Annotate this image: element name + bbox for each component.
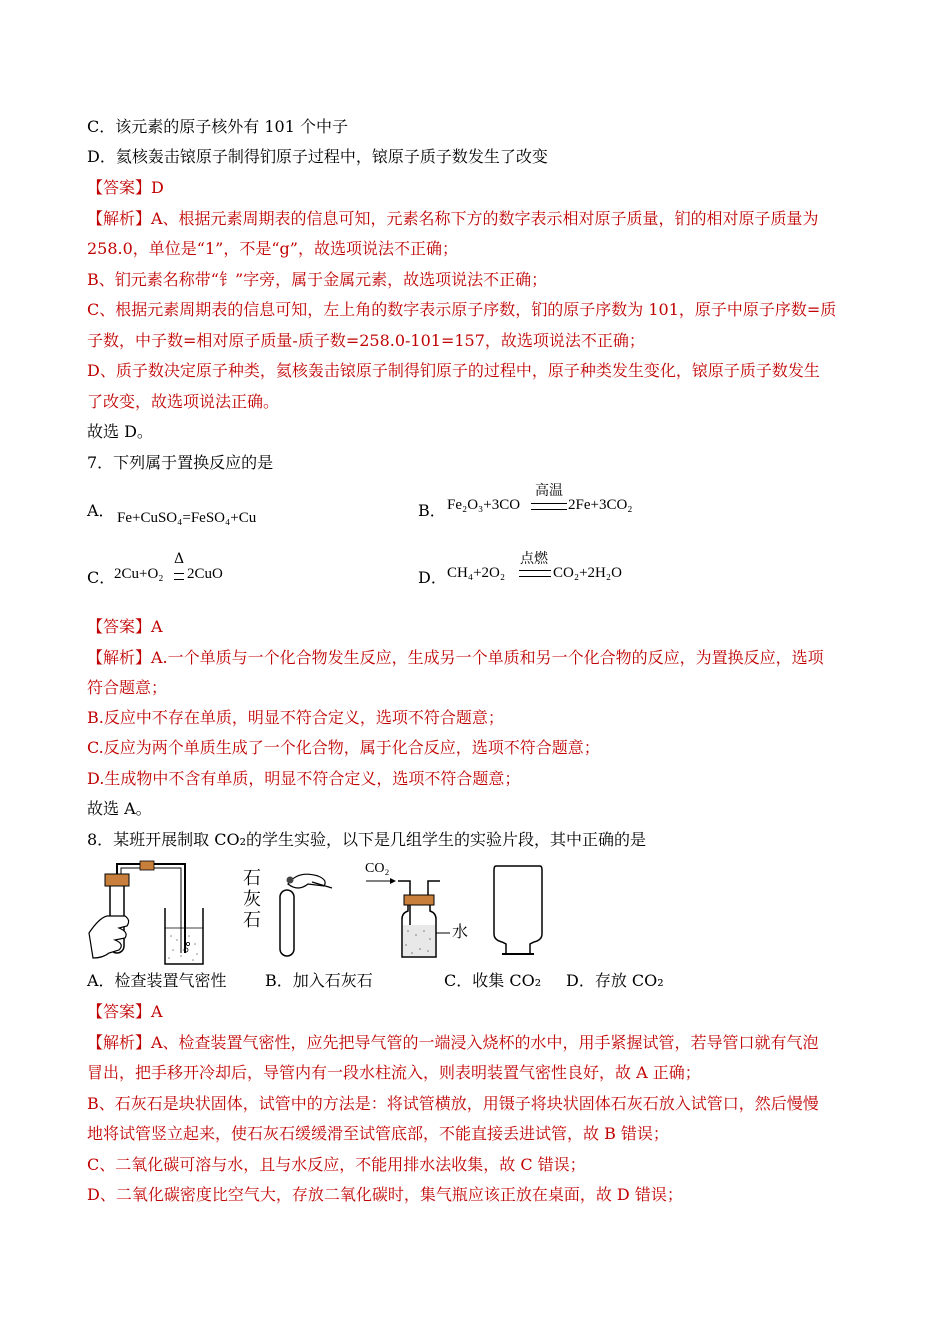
q6-answer: 【答案】D bbox=[87, 178, 164, 197]
q6-analysis-line: 了改变，故选项说法正确。 bbox=[87, 392, 280, 411]
q7-option-d-left: CH₄+2O₂ bbox=[447, 565, 506, 581]
q7-analysis-line: 符合题意； bbox=[87, 678, 168, 697]
q7-option-d-right: CO₂+2H₂O bbox=[553, 565, 622, 581]
limestone-label-1: 石 bbox=[243, 868, 261, 889]
water-label: 水 bbox=[452, 922, 469, 941]
q8-caption-d: D．存放 CO₂ bbox=[566, 971, 664, 990]
q7-analysis-line: 【解析】A.一个单质与一个化合物发生反应，生成另一个单质和另一个化合物的反应，为置换反应，选项 bbox=[87, 648, 824, 667]
q7-analysis-line: B.反应中不存在单质，明显不符合定义，选项不符合题意； bbox=[87, 708, 504, 727]
add-limestone-figure bbox=[268, 862, 338, 962]
q8-answer: 【答案】A bbox=[87, 1002, 163, 1021]
q8-analysis-line: C、二氧化碳可溶与水，且与水反应，不能用排水法收集，故 C 错误； bbox=[87, 1155, 586, 1174]
q7-option-b-condition: 高温 bbox=[535, 483, 563, 499]
q7-option-a-equation: Fe+CuSO₄=FeSO₄+Cu bbox=[117, 510, 257, 526]
q8-analysis-line: B、石灰石是块状固体，试管中的方法是：将试管横放，用镊子将块状固体石灰石放入试管口，然后慢慢 bbox=[87, 1094, 819, 1113]
q6-analysis-line: 【解析】A、根据元素周期表的信息可知，元素名称下方的数字表示相对原子质量，钔的相对原子质量为 bbox=[87, 209, 819, 228]
q6-analysis-line: 258.0，单位是“1”，不是“g”，故选项说法不正确； bbox=[87, 239, 458, 258]
q7-option-d-equal-sign bbox=[519, 570, 551, 577]
q8-analysis-line: 地将试管竖立起来，使石灰石缓缓滑至试管底部，不能直接丢进试管，故 B 错误； bbox=[87, 1124, 669, 1143]
q8-caption-a: A．检查装置气密性 bbox=[87, 971, 227, 990]
gas-jar-storage-figure bbox=[492, 862, 544, 958]
q6-analysis-line: B、钔元素名称带“钅”字旁，属于金属元素，故选项说法不正确； bbox=[87, 270, 548, 289]
q7-option-c-label: C． bbox=[87, 568, 116, 587]
q7-answer: 【答案】A bbox=[87, 617, 163, 636]
q7-analysis-line: C.反应为两个单质生成了一个化合物，属于化合反应，选项不符合题意； bbox=[87, 738, 600, 757]
q6-option-c: C．该元素的原子核外有 101 个中子 bbox=[87, 117, 348, 136]
q8-analysis-line: D、二氧化碳密度比空气大，存放二氧化碳时，集气瓶应该正放在桌面，故 D 错误； bbox=[87, 1185, 683, 1204]
q7-option-a-label: A． bbox=[87, 501, 115, 520]
q7-conclusion: 故选 A。 bbox=[87, 799, 152, 818]
collect-co2-figure bbox=[364, 873, 454, 963]
q7-option-b-label: B． bbox=[418, 501, 446, 520]
q6-option-d: D．氦核轰击锿原子制得钔原子过程中，锿原子质子数发生了改变 bbox=[87, 147, 548, 166]
q7-option-c-condition: Δ bbox=[173, 551, 185, 567]
q6-analysis-line: D、质子数决定原子种类，氦核轰击锿原子制得钔原子的过程中，原子种类发生变化，锿原子质子数发生 bbox=[87, 361, 820, 380]
q7-analysis-line: D.生成物中不含有单质，明显不符合定义，选项不符合题意； bbox=[87, 769, 521, 788]
q6-analysis-line: 子数，中子数=相对原子质量-质子数=258.0-101=157，故选项说法不正确； bbox=[87, 331, 645, 350]
limestone-label-3: 石 bbox=[243, 910, 261, 931]
airtightness-check-figure bbox=[85, 858, 210, 970]
q8-caption-c: C．收集 CO₂ bbox=[444, 971, 542, 990]
q8-analysis-line: 【解析】A、检查装置气密性，应先把导气管的一端浸入烧杯的水中，用手紧握试管，若导管口就有气泡 bbox=[87, 1033, 819, 1052]
q7-option-c-right: 2CuO bbox=[187, 566, 223, 582]
q7-stem: 7．下列属于置换反应的是 bbox=[87, 453, 274, 472]
q8-analysis-line: 冒出，把手移开冷却后，导管内有一段水柱流入，则表明装置气密性良好，故 A 正确； bbox=[87, 1063, 701, 1082]
q7-option-d-label: D． bbox=[418, 568, 447, 587]
q7-option-b-left: Fe₂O₃+3CO bbox=[447, 497, 521, 513]
q7-option-c-equal-sign bbox=[174, 573, 184, 580]
q7-option-c-left: 2Cu+O₂ bbox=[114, 566, 164, 582]
q6-conclusion: 故选 D。 bbox=[87, 422, 153, 441]
q7-option-b-right: 2Fe+3CO₂ bbox=[568, 497, 633, 513]
limestone-label-2: 灰 bbox=[243, 889, 261, 910]
q6-analysis-line: C、根据元素周期表的信息可知，左上角的数字表示原子序数，钔的原子序数为 101，原子中原子序数=质 bbox=[87, 300, 837, 319]
q8-caption-b: B．加入石灰石 bbox=[265, 971, 373, 990]
q7-option-b-equal-sign bbox=[531, 503, 567, 510]
q7-option-d-condition: 点燃 bbox=[520, 551, 548, 567]
q8-stem: 8．某班开展制取 CO₂的学生实验，以下是几组学生的实验片段，其中正确的是 bbox=[87, 830, 647, 849]
co2-inlet-label: CO₂ bbox=[365, 861, 390, 876]
